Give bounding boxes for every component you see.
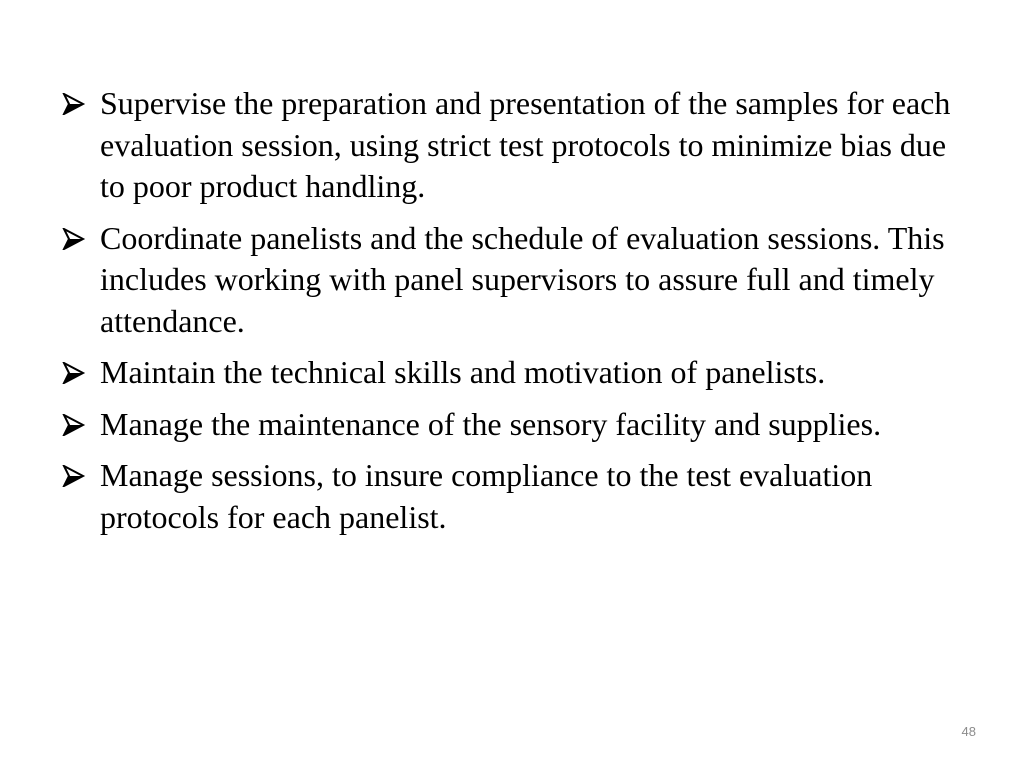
bullet-text: Maintain the technical skills and motivation of panelists. xyxy=(100,354,826,390)
list-item xyxy=(62,218,962,343)
list-item xyxy=(62,404,962,446)
bullet-text: Coordinate panelists and the schedule of evaluation sessions. This includes working with panel supervisors to assure full and timely attendance. xyxy=(100,219,945,339)
list-item xyxy=(62,83,962,208)
list-item xyxy=(62,455,962,538)
arrow-bullet-icon xyxy=(62,228,86,250)
slide-number: 48 xyxy=(961,724,976,739)
arrow-bullet-icon xyxy=(62,362,86,384)
arrow-bullet-icon xyxy=(62,465,86,487)
bullet-text: Manage sessions, to insure compliance to the test evaluation protocols for each panelist. xyxy=(100,457,873,535)
bullet-list xyxy=(62,83,962,548)
list-item xyxy=(62,352,962,394)
bullet-text: Manage the maintenance of the sensory facility and supplies. xyxy=(100,405,882,442)
arrow-bullet-icon xyxy=(62,414,86,436)
arrow-bullet-icon xyxy=(62,93,86,115)
bullet-text: Supervise the preparation and presentation of the samples for each evaluation session, using strict test protocols to minimize bias due to poor product handling. xyxy=(100,85,951,204)
